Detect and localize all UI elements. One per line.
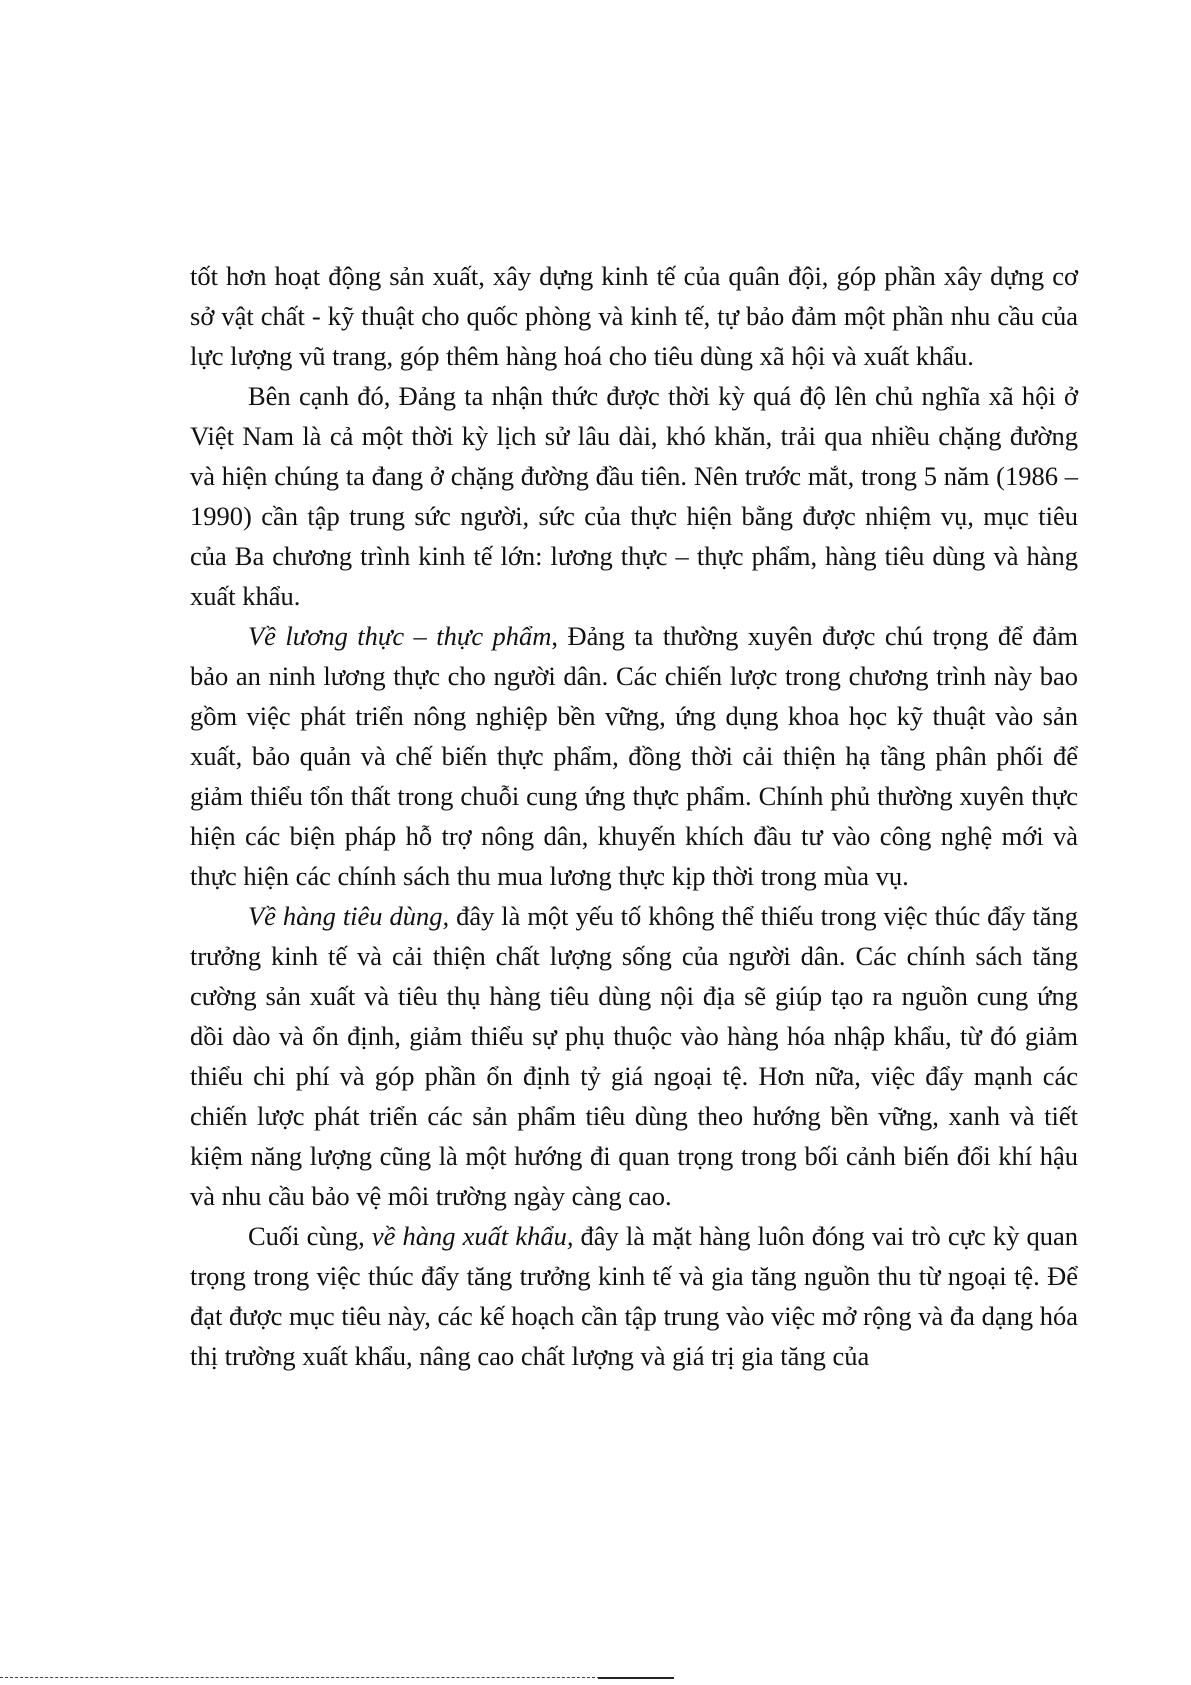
body-text: [190, 256, 1078, 1376]
bottom-divider: [0, 1677, 600, 1678]
paragraph-text: tốt hơn hoạt động sản xuất, xây dựng kinh tế của quân đội, góp phần xây dựng cơ sở vật chất - kỹ thuật cho quốc phòng và kinh tế, tự bảo đảm một phần nhu cầu của lực lượng vũ trang, góp thêm hàng hoá cho tiêu dùng xã hội và xuất khẩu.: [190, 261, 1078, 371]
bottom-divider-accent: [598, 1677, 674, 1679]
paragraph-text: , Đảng ta thường xuyên được chú trọng để đảm bảo an ninh lương thực cho người dân. Các chiến lược trong chương trình này bao gồm việc phát triển nông nghiệp bền vững, ứng dụng khoa học kỹ thuật vào sản xuất, bảo quản và chế biến thực phẩm, đồng thời cải thiện hạ tầng phân phối để giảm thiểu tổn thất trong chuỗi cung ứng thực phẩm. Chính phủ thường xuyên thực hiện các biện pháp hỗ trợ nông dân, khuyến khích đầu tư vào công nghệ mới và thực hiện các chính sách thu mua lương thực kịp thời trong mùa vụ.: [190, 621, 1078, 891]
paragraph-consumer-goods: [190, 896, 1078, 1216]
paragraph-lead: Cuối cùng,: [248, 1221, 372, 1251]
paragraph-text: Bên cạnh đó, Đảng ta nhận thức được thời kỳ quá độ lên chủ nghĩa xã hội ở Việt Nam là cả một thời kỳ lịch sử lâu dài, khó khăn, trải qua nhiều chặng đường và hiện chúng ta đang ở chặng đường đầu tiên. Nên trước mắt, trong 5 năm (1986 – 1990) cần tập trung sức người, sức của thực hiện bằng được nhiệm vụ, mục tiêu của Ba chương trình kinh tế lớn: lương thực – thực phẩm, hàng tiêu dùng và hàng xuất khẩu.: [190, 381, 1078, 611]
italic-heading: Về lương thực – thực phẩm: [248, 621, 552, 651]
paragraph-food: [190, 616, 1078, 896]
italic-heading: về hàng xuất khẩu,: [371, 1221, 574, 1251]
paragraph-text: đây là một yếu tố không thể thiếu trong việc thúc đẩy tăng trưởng kinh tế và cải thiện chất lượng sống của người dân. Các chính sách tăng cường sản xuất và tiêu thụ hàng tiêu dùng nội địa sẽ giúp tạo ra nguồn cung ứng dồi dào và ổn định, giảm thiểu sự phụ thuộc vào hàng hóa nhập khẩu, từ đó giảm thiểu chi phí và góp phần ổn định tỷ giá ngoại tệ. Hơn nữa, việc đẩy mạnh các chiến lược phát triển các sản phẩm tiêu dùng theo hướng bền vững, xanh và tiết kiệm năng lượng cũng là một hướng đi quan trọng trong bối cảnh biến đổi khí hậu và nhu cầu bảo vệ môi trường ngày càng cao.: [190, 901, 1078, 1211]
paragraph-exports: [190, 1216, 1078, 1376]
paragraph-text: đây là mặt hàng luôn đóng vai trò cực kỳ quan trọng trong việc thúc đẩy tăng trưởng kinh tế và gia tăng nguồn thu từ ngoại tệ. Để đạt được mục tiêu này, các kế hoạch cần tập trung vào việc mở rộng và đa dạng hóa thị trường xuất khẩu, nâng cao chất lượng và giá trị gia tăng của: [190, 1221, 1078, 1371]
paragraph-transition-period: [190, 376, 1078, 616]
italic-heading: Về hàng tiêu dùng,: [248, 901, 450, 931]
paragraph-continuation: [190, 256, 1078, 376]
